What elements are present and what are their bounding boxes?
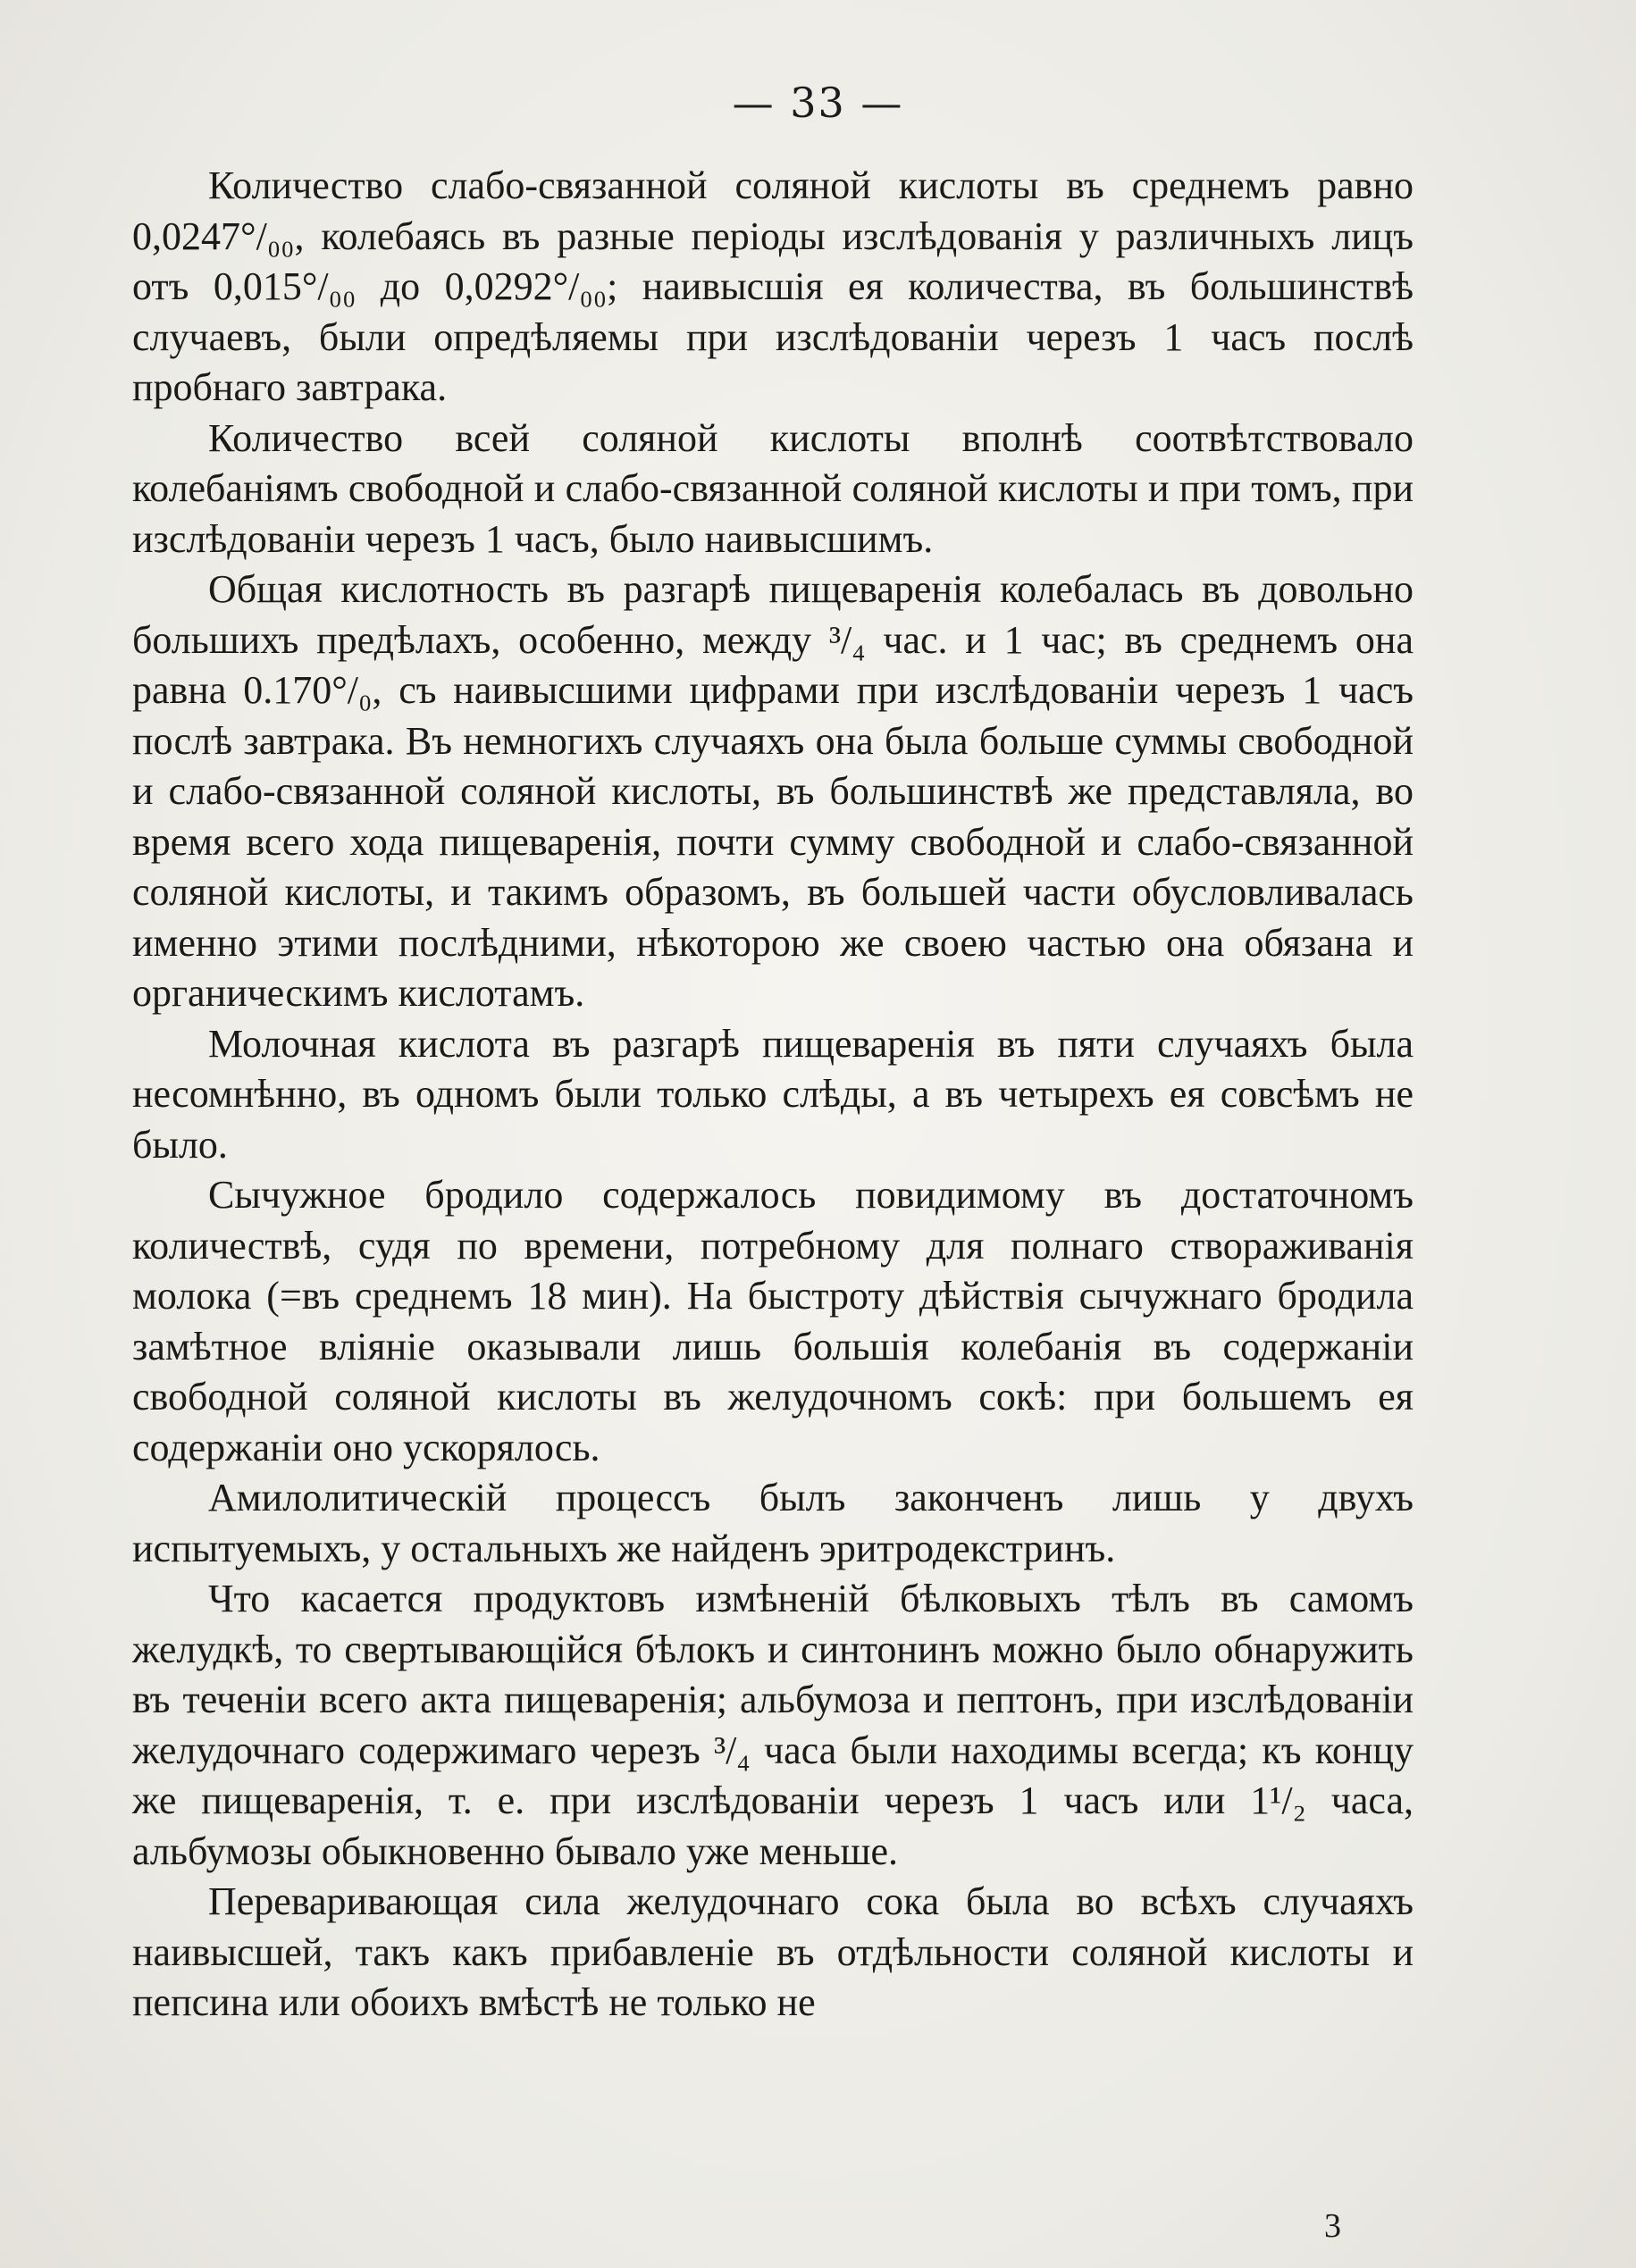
paragraph-digestive-power: Переваривающая сила желудочнаго сока была во всѣхъ случаяхъ наивысшей, такъ какъ прибавленіе въ отдѣльности соляной кислоты и пепсина или обоихъ вмѣстѣ не только не xyxy=(132,1879,1414,2024)
signature-mark: 3 xyxy=(1324,2207,1341,2245)
paragraph-weakly-bound-acid: Количество слабо-связанной соляной кислоты въ среднемъ равно 0,0247°/₀₀, колебаясь въ разные періоды изслѣдованія у различныхъ лицъ отъ 0,015°/₀₀ до 0,0292°/₀₀; наивысшія ея количества, въ большинствѣ случаевъ, были опредѣляемы при изслѣдованіи черезъ 1 часъ послѣ пробнаго завтрака. xyxy=(132,163,1414,409)
body-text xyxy=(132,161,1414,2029)
page-number: — 33 — xyxy=(732,79,904,127)
paragraph-rennet: Сычужное бродило содержалось повидимому въ достаточномъ количествѣ, судя по времени, потребному для полнаго створаживанія молока (=въ среднемъ 18 мин). На быстроту дѣйствія сычужнаго бродила замѣтное вліяніе оказывали лишь большія колебанія въ содержаніи свободной соляной кислоты въ желудочномъ сокѣ: при большемъ ея содержаніи оно ускорялось. xyxy=(132,1173,1414,1469)
paragraph-amylolytic: Амилолитическій процессъ былъ законченъ лишь у двухъ испытуемыхъ, у остальныхъ же найденъ эритродекстринъ. xyxy=(132,1476,1414,1570)
paragraph-protein-products: Что касается продуктовъ измѣненій бѣлковыхъ тѣлъ въ самомъ желудкѣ, то свертывающійся бѣлокъ и синтонинъ можно было обнаружить въ теченіи всего акта пищеваренія; альбумоза и пептонъ, при изслѣдованіи желудочнаго содержимаго черезъ ³/₄ часа были находимы всегда; къ концу же пищеваренія, т. е. при изслѣдованіи черезъ 1 часъ или 1¹/₂ часа, альбумозы обыкновенно бывало уже меньше. xyxy=(132,1577,1414,1873)
paragraph-total-acidity: Общая кислотность въ разгарѣ пищеваренія колебалась въ довольно большихъ предѣлахъ, особенно, между ³/₄ час. и 1 час; въ среднемъ она равна 0.170°/₀, съ наивысшими цифрами при изслѣдованіи черезъ 1 часъ послѣ завтрака. Въ немногихъ случаяхъ она была больше суммы свободной и слабо-связанной соляной кислоты, въ большинствѣ же представляла, во время всего хода пищеваренія, почти сумму свободной и слабо-связанной соляной кислоты, и такимъ образомъ, въ большей части обусловливалась именно этими послѣдними, нѣкоторою же своею частью она обязана и органическимъ кислотамъ. xyxy=(132,567,1414,1015)
paragraph-lactic-acid: Молочная кислота въ разгарѣ пищеваренія въ пяти случаяхъ была несомнѣнно, въ одномъ были только слѣды, а въ четырехъ ея совсѣмъ не было. xyxy=(132,1021,1414,1167)
paragraph-total-acid: Количество всей соляной кислоты вполнѣ соотвѣтствовало колебаніямъ свободной и слабо-связанной соляной кислоты и при томъ, при изслѣдованіи черезъ 1 часъ, было наивысшимъ. xyxy=(132,415,1414,561)
